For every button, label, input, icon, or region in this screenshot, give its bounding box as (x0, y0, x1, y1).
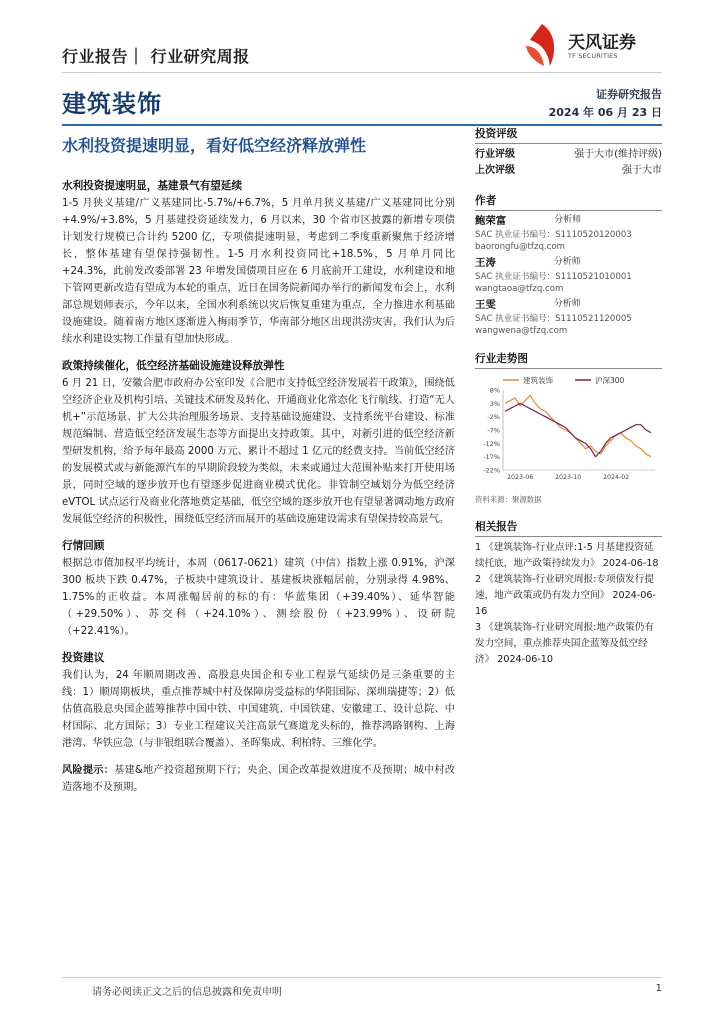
section-title: 投资建议 (62, 652, 105, 664)
report-kind: 证券研究报告 (596, 88, 662, 101)
analyst-sac: SAC 执业证书编号：S1110520120003 (475, 230, 632, 240)
related-title: 相关报告 (475, 519, 662, 537)
section-title: 行情回顾 (62, 540, 105, 552)
x-tick-label: 2023-06 (507, 474, 534, 481)
analyst-name: 王雯 (475, 299, 496, 311)
related-report-title[interactable]: 2 《建筑装饰-行业研究周报:专项债发行提速，地产政策或仍有发力空间》 (475, 574, 654, 601)
authors-title: 作者 (475, 193, 662, 211)
risk-body: 基建&地产投资超预期下行；央企、国企改革提效进度不及预期；城中村改造落地不及预期。 (62, 765, 456, 793)
industry-title: 建筑装饰 (62, 90, 162, 118)
section-title: 政策持续催化，低空经济基础设施建设释放弹性 (62, 360, 285, 372)
related-report-title[interactable]: 1 《建筑装饰-行业点评:1-5 月基建投资延续托底，地产政策持续发力》 (475, 542, 654, 569)
y-tick-label: -17% (483, 453, 500, 462)
section-body: 6 月 21 日，安徽合肥市政府办公室印发《合肥市支持低空经济发展若干政策》，围绕低空经济企业及机构引培、关键技术研发及转化、开通商业化常态化飞行航线、打造“无人机+”示范场景、扩大公共治理服务场景、支持基础设施建设、支持系统平台建设、标准规范编制、营造低空经济发展生态等方面提出支持政策。其中，对新引进的低空经济新型研发机构，给予每年最高 2000 万元、累计不超过 1 亿元的经费支持。当前低空经济的发展模式或与新能源汽车的早期阶段较为类似，未来或通过大范围补贴来打开使用场景，同时空域的逐步放开也有望逐步促进商业模式优化。非管制空域划分为低空经济 eVTOL 试点运行及商业化落地奠定基础，低空空域的逐步放开也有望显著调动地方政府发展低空经济的积极性，围绕低空经济而展开的基础设施建设需求有望保持较高景气。 (62, 378, 455, 525)
y-tick-label: 8% (489, 386, 500, 395)
chart-source: 资料来源：聚源数据 (475, 495, 542, 504)
rating-title: 投资评级 (475, 126, 662, 144)
analyst-role: 分析师 (554, 215, 582, 225)
brand-logo-icon (520, 22, 564, 68)
related-report-date: 2024-06-10 (497, 654, 554, 665)
y-tick-label: 3% (489, 399, 500, 408)
analyst-name: 鲍荣富 (475, 215, 507, 227)
analyst-email[interactable]: wangwena@tfzq.com (475, 326, 568, 336)
section-body: 根据总市值加权平均统计，本周（0617-0621）建筑（中信）指数上涨 0.91%，沪深 300 板块下跌 0.47%，子板块中建筑设计、基建板块涨幅居前，分别录得 4.98%、1.75%的正收益。本周涨幅居前的标的有：华蓝集团（+39.40%）、延华智能（+29.50%）、苏交科（+24.10%）、测绘股份（+23.99%）、设研院（+22.41%）。 (62, 558, 455, 637)
related-report-item[interactable] (475, 540, 662, 572)
x-tick-label: 2023-10 (555, 474, 582, 481)
industry-rating-label: 行业评级 (475, 149, 515, 160)
section-body: 我们认为，24 年顺周期改善、高股息央国企和专业工程景气延续仍是三条重要的主线：1）顺周期板块，重点推荐城中村及保障房受益标的华阳国际、深圳瑞捷等；2）低估值高股息央国企蓝筹推荐中国中铁、中国建筑、中国铁建、安徽建工、设计总院、中材国际、北方国际；3）专业工程建议关注高景气赛道龙头标的，推荐鸿路钢构、上海港湾、华铁应急（与非银组联合覆盖）、圣晖集成、利柏特、三维化学。 (62, 670, 455, 749)
main-content (62, 178, 455, 796)
related-reports (475, 540, 662, 668)
analyst-sac: SAC 执业证书编号：S1110521120005 (475, 314, 632, 324)
y-tick-label: -22% (483, 466, 500, 475)
brand-name: 天风证券 (568, 33, 636, 53)
prev-rating-label: 上次评级 (475, 165, 515, 176)
related-report-item[interactable] (475, 620, 662, 668)
footer-divider (62, 977, 662, 978)
y-tick-label: -2% (487, 413, 500, 422)
y-tick-label: -7% (487, 426, 500, 435)
related-report-title[interactable]: 3 《建筑装饰-行业研究周报:地产政策仍有发力空间，重点推荐央国企蓝筹及低空经济》 (475, 622, 654, 665)
section-body: 1-5 月狭义基建/广义基建同比-5.7%/+6.7%，5 月单月狭义基建/广义基建同比分别+4.9%/+3.8%，5 月基建投资延续发力，6 月以来，30 个省市区披露的新增专项债计划发行规模已合计约 5200 亿，专项债提速明显，考虑到二季度重新聚焦于经济增长，整体基建有望保持强韧性。1-5 月水利投资同比+18.5%，5 月单月同比+24.3%，此前发改委部署 23 年增发国债项目应在 6 月底前开工建设，水利建设和地下管网更新改造有望成为本轮的重点，近日在国务院新闻办举行的新闻发布会上，水利部总规划师表示，今年以来，全国水利系统以灾后恢复重建为重点，全力推进水利基础设施建设。随着南方地区逐渐进入梅雨季节，华南部分地区出现洪涝灾害，我们认为后续水利建设实物工作量有望加快形成。 (62, 198, 455, 345)
analyst-card (475, 214, 662, 253)
y-tick-label: -12% (483, 439, 500, 448)
analyst-sac: SAC 执业证书编号：S1110521010001 (475, 272, 632, 282)
legend-label-b: 沪深300 (595, 376, 625, 385)
prev-rating-row (475, 163, 662, 179)
sidebar (475, 126, 662, 668)
risk-label: 风险提示： (62, 765, 115, 776)
report-headline: 水利投资提速明显，看好低空经济释放弹性 (62, 136, 367, 155)
analyst-card (475, 298, 662, 337)
analyst-card (475, 256, 662, 295)
analyst-role: 分析师 (553, 257, 581, 267)
related-report-date: 2024-06-18 (602, 558, 659, 569)
report-type: 行业报告｜ 行业研究周报 (62, 47, 250, 66)
series-line-construction (505, 395, 651, 456)
prev-rating-value: 强于大市 (622, 165, 662, 176)
trend-chart (475, 372, 662, 490)
series-line-hs300 (505, 403, 651, 456)
header-divider (62, 72, 662, 73)
analyst-email[interactable]: wangtaoa@tfzq.com (475, 284, 564, 294)
x-tick-label: 2024-02 (603, 474, 630, 481)
trend-title: 行业走势图 (475, 351, 662, 369)
related-report-date: 2024-06-16 (475, 590, 656, 617)
risk-warning (62, 762, 455, 796)
legend-label-a: 建筑装饰 (523, 376, 553, 385)
analyst-email[interactable]: baorongfu@tfzq.com (475, 242, 565, 252)
page-number: 1 (655, 983, 662, 994)
analyst-name: 王涛 (475, 257, 496, 269)
analyst-role: 分析师 (553, 299, 581, 309)
section-title: 水利投资提速明显，基建景气有望延续 (62, 180, 243, 192)
footer-disclaimer[interactable]: 请务必阅读正文之后的信息披露和免责申明 (92, 987, 282, 998)
industry-rating-value: 强于大市(维持评级) (574, 149, 662, 160)
industry-rating-row (475, 147, 662, 163)
brand-english-name: TF SECURITIES (568, 52, 618, 60)
report-date: 2024 年 06 月 23 日 (548, 106, 662, 119)
related-report-item[interactable] (475, 572, 662, 620)
